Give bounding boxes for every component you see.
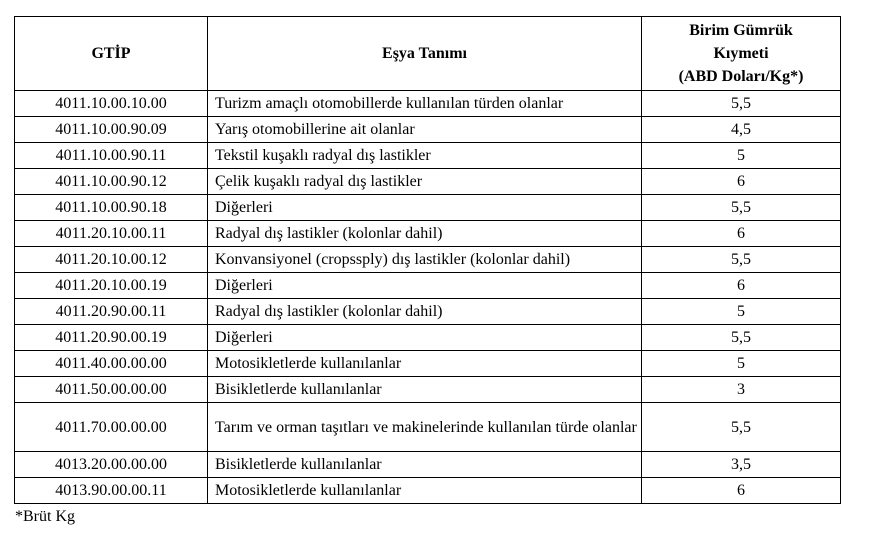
customs-value-table xyxy=(14,16,841,504)
unit-value-cell: 5,5 xyxy=(642,403,841,452)
table-row xyxy=(15,299,841,325)
gtip-code-cell: 4011.20.10.00.11 xyxy=(15,221,208,247)
table-row xyxy=(15,351,841,377)
description-cell: Diğerleri xyxy=(208,325,642,351)
unit-value-cell: 3 xyxy=(642,377,841,403)
header-row xyxy=(15,17,841,91)
table-row xyxy=(15,221,841,247)
table-row xyxy=(15,273,841,299)
description-cell: Tekstil kuşaklı radyal dış lastikler xyxy=(208,143,642,169)
table-row xyxy=(15,117,841,143)
gtip-code-cell: 4011.40.00.00.00 xyxy=(15,351,208,377)
gtip-code-cell: 4011.20.10.00.12 xyxy=(15,247,208,273)
description-cell: Bisikletlerde kullanılanlar xyxy=(208,452,642,478)
gtip-code-cell: 4011.10.00.90.18 xyxy=(15,195,208,221)
table-row xyxy=(15,247,841,273)
gtip-code-cell: 4011.50.00.00.00 xyxy=(15,377,208,403)
unit-value-cell: 5,5 xyxy=(642,325,841,351)
unit-value-cell: 5,5 xyxy=(642,195,841,221)
unit-value-cell: 4,5 xyxy=(642,117,841,143)
gtip-code-cell: 4013.20.00.00.00 xyxy=(15,452,208,478)
description-cell: Konvansiyonel (cropssply) dış lastikler (kolonlar dahil) xyxy=(208,247,642,273)
table-row xyxy=(15,403,841,452)
description-cell: Diğerleri xyxy=(208,273,642,299)
table-row xyxy=(15,91,841,117)
gtip-code-cell: 4011.20.10.00.19 xyxy=(15,273,208,299)
unit-value-cell: 5,5 xyxy=(642,247,841,273)
table-row xyxy=(15,452,841,478)
unit-value-cell: 6 xyxy=(642,273,841,299)
gtip-code-cell: 4011.20.90.00.11 xyxy=(15,299,208,325)
description-cell: Yarış otomobillerine ait olanlar xyxy=(208,117,642,143)
description-cell: Motosikletlerde kullanılanlar xyxy=(208,478,642,504)
footnote: *Brüt Kg xyxy=(15,508,75,525)
unit-value-cell: 5 xyxy=(642,299,841,325)
description-cell: Motosikletlerde kullanılanlar xyxy=(208,351,642,377)
unit-value-cell: 5 xyxy=(642,351,841,377)
gtip-code-cell: 4011.10.00.90.11 xyxy=(15,143,208,169)
unit-value-cell: 5 xyxy=(642,143,841,169)
unit-value-cell: 5,5 xyxy=(642,91,841,117)
description-cell: Diğerleri xyxy=(208,195,642,221)
table-row xyxy=(15,169,841,195)
gtip-code-cell: 4011.70.00.00.00 xyxy=(15,403,208,452)
unit-value-cell: 6 xyxy=(642,221,841,247)
table-row xyxy=(15,478,841,504)
unit-value-cell: 6 xyxy=(642,478,841,504)
header-gtip: GTİP xyxy=(15,17,208,91)
header-unit-value-line2: Kıymeti xyxy=(713,45,769,62)
header-unit-value-line3: (ABD Doları/Kg*) xyxy=(678,68,804,85)
gtip-code-cell: 4011.10.00.10.00 xyxy=(15,91,208,117)
table-body xyxy=(15,91,841,504)
header-unit-value-line1: Birim Gümrük xyxy=(689,22,793,39)
table-row xyxy=(15,325,841,351)
table-row xyxy=(15,195,841,221)
header-unit-value xyxy=(642,17,841,91)
table-row xyxy=(15,377,841,403)
description-cell: Radyal dış lastikler (kolonlar dahil) xyxy=(208,221,642,247)
gtip-code-cell: 4011.10.00.90.12 xyxy=(15,169,208,195)
header-description: Eşya Tanımı xyxy=(208,17,642,91)
description-cell: Çelik kuşaklı radyal dış lastikler xyxy=(208,169,642,195)
table-row xyxy=(15,143,841,169)
gtip-code-cell: 4011.20.90.00.19 xyxy=(15,325,208,351)
table-header xyxy=(15,17,841,91)
gtip-code-cell: 4011.10.00.90.09 xyxy=(15,117,208,143)
unit-value-cell: 3,5 xyxy=(642,452,841,478)
description-cell: Turizm amaçlı otomobillerde kullanılan türden olanlar xyxy=(208,91,642,117)
description-cell: Tarım ve orman taşıtları ve makinelerinde kullanılan türde olanlar xyxy=(208,403,642,452)
unit-value-cell: 6 xyxy=(642,169,841,195)
gtip-code-cell: 4013.90.00.00.11 xyxy=(15,478,208,504)
description-cell: Bisikletlerde kullanılanlar xyxy=(208,377,642,403)
description-cell: Radyal dış lastikler (kolonlar dahil) xyxy=(208,299,642,325)
